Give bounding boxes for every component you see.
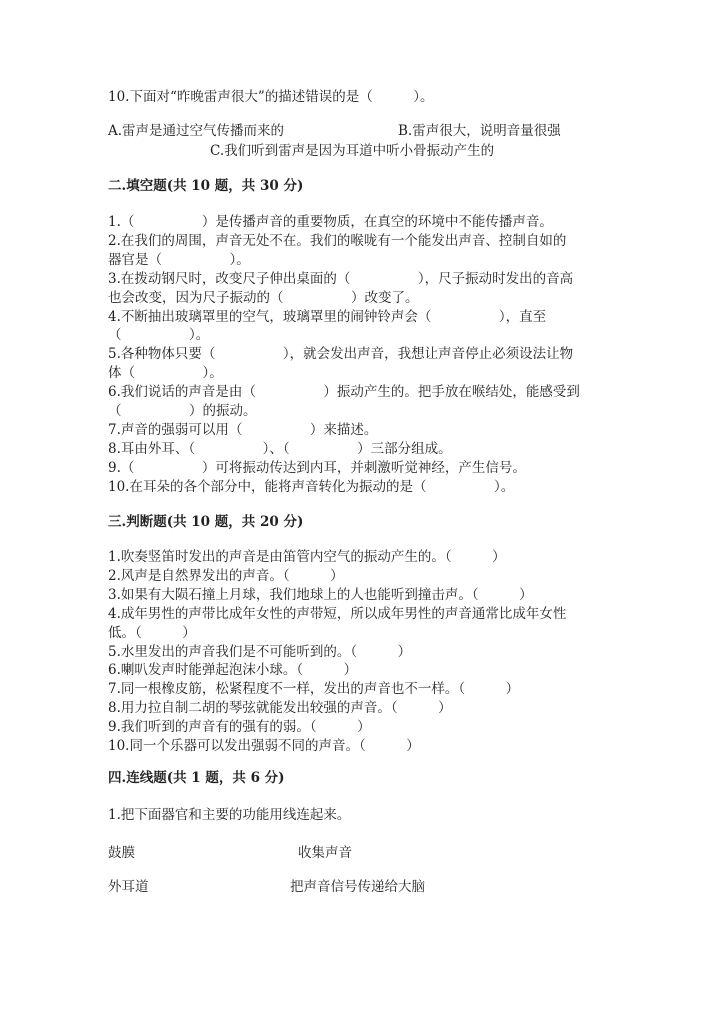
section3-line: 3.如果有大陨石撞上月球，我们地球上的人也能听到撞击声。（ ）	[108, 586, 533, 603]
section3-line: 7.同一根橡皮筋，松紧程度不一样，发出的声音也不一样。（ ）	[108, 681, 520, 698]
section3-line: 6.喇叭发声时能弹起泡沫小球。（ ）	[108, 662, 358, 679]
section3-title: 三.判断题(共 10 题，共 20 分)	[108, 514, 304, 530]
match-left-2: 外耳道	[108, 879, 149, 895]
section2-line: 2.在我们的周围，声音无处不在。我们的喉咙有一个能发出声音、控制自如的	[108, 232, 567, 249]
section3-line: 1.吹奏竖笛时发出的声音是由笛管内空气的振动产生的。（ ）	[108, 549, 506, 565]
q10-option-a: A.雷声是通过空气传播而来的	[108, 123, 285, 139]
section2-line: 7.声音的强弱可以用（ ）来描述。	[108, 421, 378, 438]
q10-option-c: C.我们听到雷声是因为耳道中听小骨振动产生的	[210, 143, 495, 159]
section2-line: 1.（ ）是传播声音的重要物质，在真空的环境中不能传播声音。	[108, 214, 553, 230]
section2-line: （ ）。	[108, 327, 210, 344]
match-right-1: 收集声音	[298, 845, 352, 861]
section2-line: 10.在耳朵的各个部分中，能将声音转化为振动的是（ ）。	[108, 478, 515, 495]
match-right-2: 把声音信号传递给大脑	[290, 879, 425, 895]
section2-title: 二.填空题(共 10 题，共 30 分)	[108, 178, 304, 194]
section3-line: 2.风声是自然界发出的声音。（ ）	[108, 567, 344, 584]
section2-line: 4.不断抽出玻璃罩里的空气，玻璃罩里的闹钟铃声会（ ），直至	[108, 308, 547, 325]
section3-line: 9.我们听到的声音有的强有的弱。（ ）	[108, 719, 371, 736]
section2-line: 也会改变，因为尺子振动的（ ）改变了。	[108, 289, 419, 306]
section3-line: 5.水里发出的声音我们是不可能听到的。（ ）	[108, 643, 412, 660]
section3-line: 低。（ ）	[108, 624, 196, 641]
section2-line: 3.在拨动钢尺时，改变尺子伸出桌面的（ ），尺子振动时发出的音高	[108, 270, 574, 287]
match-left-1: 鼓膜	[108, 845, 135, 861]
section3-line: 8.用力拉自制二胡的琴弦就能发出较强的声音。（ ）	[108, 700, 452, 717]
section2-line: 8.耳由外耳、（ ）、（ ）三部分组成。	[108, 440, 452, 457]
q10-stem: 10.下面对“昨晚雷声很大”的描述错误的是（ ）。	[108, 89, 434, 105]
section2-line: （ ）的振动。	[108, 403, 257, 419]
section2-line: 器官是（ ）。	[108, 251, 250, 268]
section3-line: 10.同一个乐器可以发出强弱不同的声音。（ ）	[108, 738, 420, 754]
section2-line: 体（ ）。	[108, 365, 223, 382]
q10-option-b: B.雷声很大，说明音量很强	[398, 123, 561, 139]
section2-line: 5.各种物体只要（ ），就会发出声音，我想让声音停止必须设法让物	[108, 346, 574, 363]
section2-line: 6.我们说话的声音是由（ ）振动产生的。把手放在喉结处，能感受到	[108, 384, 580, 401]
section2-line: 9.（ ）可将振动传达到内耳，并刺激听觉神经，产生信号。	[108, 459, 526, 476]
section3-line: 4.成年男性的声带比成年女性的声带短，所以成年男性的声音通常比成年女性	[108, 605, 567, 622]
section4-title: 四.连线题(共 1 题，共 6 分)	[108, 770, 285, 786]
section4-question: 1.把下面器官和主要的功能用线连起来。	[108, 807, 351, 823]
